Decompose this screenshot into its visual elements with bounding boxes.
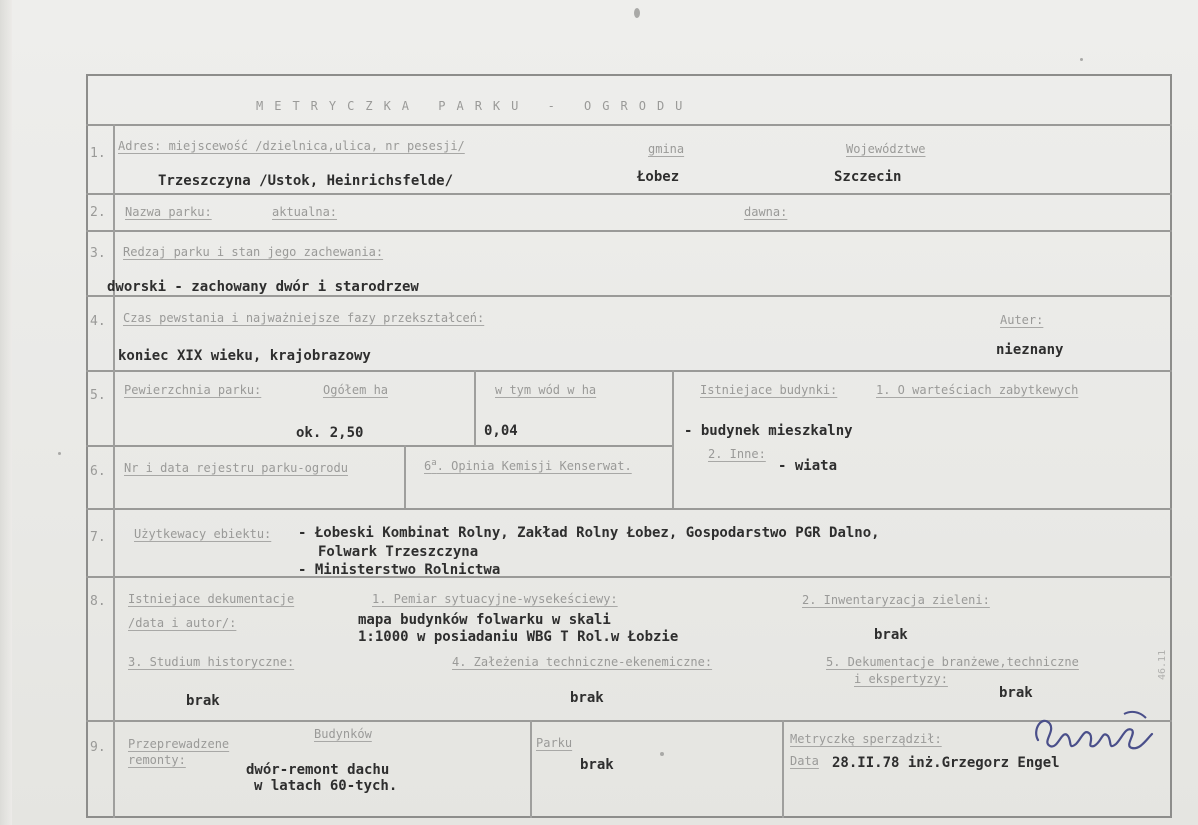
repairs-label-1: Przeprewadzene [128, 737, 230, 751]
users-line-2: Folwark Trzeszczyna [318, 544, 479, 560]
survey-line-2: 1:1000 w posiadaniu WBG T Rol.w Łobzie [358, 629, 679, 645]
survey-label: 1. Pemiar sytuacyjne-wysekeściewy: [372, 592, 618, 606]
opinion-superscript: a [431, 458, 437, 468]
rule-8 [86, 720, 1172, 722]
section-8-number: 8. [90, 594, 106, 609]
branch-docs-value: brak [999, 685, 1033, 701]
users-line-1: - Łobeski Kombinat Rolny, Zakład Rolny Łobez, Gospodarstwo PGR Dalno, [298, 525, 880, 541]
repairs-buildings-label: Budynków [314, 727, 372, 741]
vrule-s5-a [474, 370, 476, 445]
section-6-number: 6. [90, 464, 106, 479]
other-buildings-label: 2. Inne: [708, 447, 766, 461]
section-9-number: 9. [90, 740, 106, 755]
origin-label: Czas pewstania i najważniejsze fazy przekształceń: [123, 311, 485, 325]
former-name-label: dawna: [744, 205, 788, 219]
gmina-value: Łobez [637, 169, 680, 185]
park-type-label: Redzaj parku i stan jego zachewania: [123, 245, 384, 259]
scan-speck [1080, 58, 1083, 61]
vrule-s6 [404, 445, 406, 508]
buildings-label: Istniejace budynki: [700, 383, 838, 397]
section-1-number: 1. [90, 146, 106, 161]
area-label: Pewierzchnia parku: [124, 383, 262, 397]
vrule-s9-a [530, 720, 532, 818]
section-2-number: 2. [90, 205, 106, 220]
repairs-buildings-line-1: dwór-remont dachu [246, 762, 390, 778]
origin-value: koniec XIX wieku, krajobrazowy [118, 348, 371, 364]
vrule-s9-b [782, 720, 784, 818]
current-name-label: aktualna: [272, 205, 338, 219]
inventory-value: brak [874, 627, 908, 643]
section-4-number: 4. [90, 314, 106, 329]
repairs-label-2: remonty: [128, 753, 186, 767]
tech-assumptions-value: brak [570, 690, 604, 706]
tech-assumptions-label: 4. Załeżenia techniczne-ekenemiczne: [452, 655, 713, 669]
total-area-label: Ogółem ha [323, 383, 389, 397]
author-value: nieznany [996, 342, 1064, 358]
building-value: - budynek mieszkalny [684, 423, 853, 439]
repairs-park-value: brak [580, 757, 614, 773]
section-7-number: 7. [90, 530, 106, 545]
gmina-label: gmina [648, 142, 685, 156]
rule-6 [86, 508, 1172, 510]
scan-speck [634, 8, 640, 18]
valuable-buildings-label: 1. O warteściach zabytkewych [876, 383, 1079, 397]
water-area-label: w tym wód w ha [495, 383, 597, 397]
scan-edge [0, 0, 12, 825]
users-label: Użytkewacy ebiektu: [134, 527, 272, 541]
other-buildings-value: - wiata [778, 458, 838, 474]
documentation-label-1: Istniejace dekumentacje [128, 592, 295, 606]
history-study-value: brak [186, 693, 220, 709]
rule-7 [86, 576, 1172, 578]
register-label: Nr i data rejestru parku-ogrodu [124, 461, 348, 475]
rule-3 [86, 295, 1172, 297]
rule-2 [86, 230, 1172, 232]
scan-speck [58, 452, 61, 455]
address-label: Adres: miejscewość /dzielnica,ulica, nr pesesji/ [118, 139, 465, 153]
park-type-value: dworski - zachowany dwór i starodrzew [107, 279, 419, 295]
vrule-num [113, 124, 115, 818]
rule-4 [86, 370, 1172, 372]
author-label: Auter: [1000, 313, 1044, 327]
scan-speck [660, 752, 664, 756]
vrule-s5-b [672, 370, 674, 508]
rule-title [86, 124, 1172, 126]
opinion-number: 6 [424, 459, 432, 473]
water-area-value: 0,04 [484, 423, 518, 439]
form-title: METRYCZKA PARKU - OGRODU [256, 99, 694, 113]
opinion-label [424, 459, 632, 472]
address-value: Trzeszczyna /Ustok, Heinrichsfelde/ [158, 173, 454, 189]
rule-1 [86, 193, 1172, 195]
total-area-value: ok. 2,50 [296, 425, 364, 441]
compiled-by-label: Metryczkę sperządził: [790, 732, 942, 746]
opinion-text: . Opinia Kemisji Kenserwat. [436, 459, 632, 473]
branch-docs-label-1: 5. Dekumentacje branżewe,techniczne [826, 655, 1079, 669]
date-label: Data [790, 754, 819, 768]
history-study-label: 3. Studium historyczne: [128, 655, 295, 669]
compiled-by-value: 28.II.78 inż.Grzegorz Engel [832, 755, 1060, 771]
park-name-label: Nazwa parku: [125, 205, 212, 219]
rule-5 [86, 445, 672, 447]
section-3-number: 3. [90, 246, 106, 261]
repairs-park-label: Parku [536, 736, 573, 750]
repairs-buildings-line-2: w latach 60-tych. [254, 778, 398, 794]
documentation-label-2: /data i autor/: [128, 616, 237, 630]
handwritten-signature [1028, 700, 1158, 760]
branch-docs-label-2: i ekspertyzy: [854, 672, 948, 686]
survey-line-1: mapa budynków folwarku w skali [358, 612, 611, 628]
margin-pencil-mark: 46.11 [1157, 649, 1168, 680]
voivodeship-value: Szczecin [834, 169, 902, 185]
voivodeship-label: Województwe [846, 142, 926, 156]
inventory-label: 2. Inwentaryzacja zieleni: [802, 593, 990, 607]
users-line-3: - Ministerstwo Rolnictwa [298, 562, 501, 578]
section-5-number: 5. [90, 388, 106, 403]
